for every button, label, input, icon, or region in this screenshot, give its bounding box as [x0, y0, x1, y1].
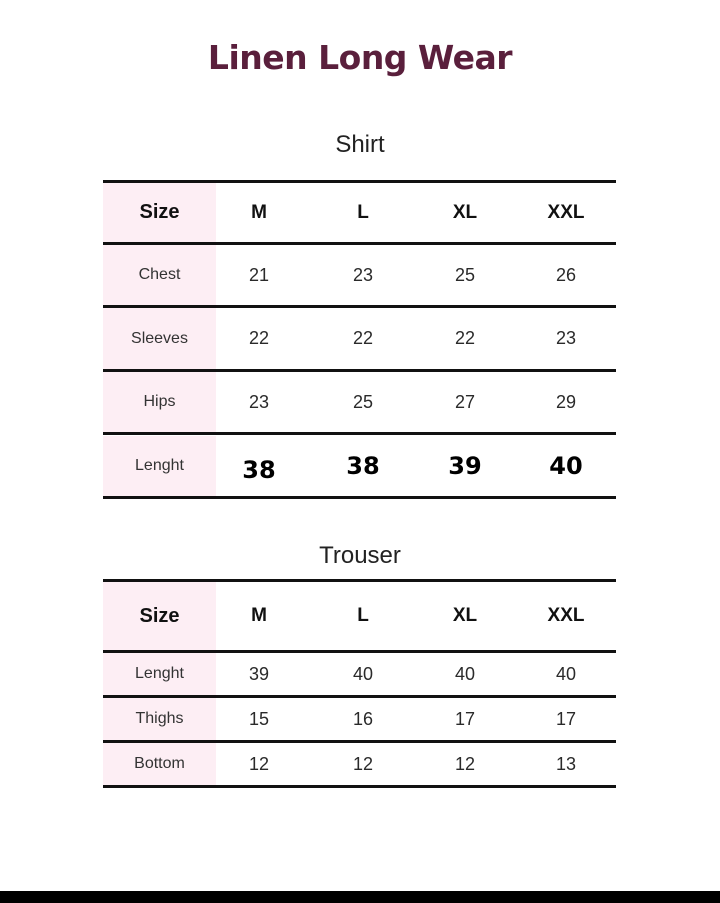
shirt-row-sleeves [103, 308, 616, 369]
table-cell: 22 [454, 328, 476, 348]
table-rule [103, 180, 616, 183]
table-rule [103, 579, 616, 582]
table-cell: 27 [454, 391, 476, 412]
size-xl-header: XL [452, 201, 478, 223]
table-rule [103, 496, 616, 499]
table-cell: 39 [448, 452, 482, 480]
table-cell: 29 [555, 391, 577, 412]
shirt-title: Shirt [335, 131, 385, 158]
table-rule [103, 785, 616, 788]
table-cell: 21 [248, 264, 270, 285]
table-cell: 26 [555, 264, 577, 285]
table-cell: 25 [352, 391, 374, 412]
table-cell: 13 [555, 753, 577, 774]
table-cell: 22 [248, 328, 270, 348]
table-rule [103, 432, 616, 435]
table-cell: 40 [555, 663, 577, 684]
table-cell: 40 [454, 663, 476, 684]
shirt-row-hips [103, 372, 616, 432]
table-cell: 23 [248, 391, 270, 412]
table-rule [103, 242, 616, 245]
shirt-size-table [103, 180, 616, 500]
trouser-title: Trouser [319, 542, 401, 569]
size-m-header: M [251, 605, 267, 626]
trouser-header-row [103, 582, 616, 650]
table-rule [103, 650, 616, 653]
table-cell: 12 [454, 753, 476, 774]
row-label: Lenght [135, 665, 184, 682]
table-rule [103, 305, 616, 308]
size-xxl-header: XXL [547, 201, 585, 223]
shirt-header-row [103, 183, 616, 242]
trouser-row-length [103, 653, 616, 695]
page-title: Linen Long Wear [207, 38, 513, 77]
shirt-row-chest [103, 245, 616, 305]
table-cell: 17 [454, 708, 476, 729]
table-cell: 23 [555, 328, 577, 348]
trouser-size-table [103, 579, 616, 791]
table-rule [103, 695, 616, 698]
trouser-row-bottom [103, 743, 616, 785]
table-cell: 38 [242, 456, 276, 484]
table-cell: 17 [555, 708, 577, 729]
table-cell: 25 [454, 264, 476, 285]
row-label: Bottom [134, 755, 185, 772]
table-cell: 22 [352, 328, 374, 348]
table-rule [103, 369, 616, 372]
size-header: Size [139, 201, 180, 223]
size-xxl-header: XXL [547, 605, 585, 626]
table-cell: 40 [549, 452, 583, 480]
table-cell: 16 [352, 708, 374, 729]
row-label: Chest [138, 266, 181, 283]
table-rule [103, 740, 616, 743]
row-label: Thighs [135, 710, 184, 727]
row-label: Sleeves [131, 329, 188, 347]
size-l-header: L [357, 605, 369, 626]
table-cell: 40 [352, 663, 374, 684]
row-label: Hips [143, 393, 176, 410]
table-cell: 23 [352, 264, 374, 285]
table-cell: 12 [248, 753, 270, 774]
bottom-bar [0, 891, 720, 903]
trouser-row-thighs [103, 698, 616, 740]
shirt-row-length [103, 436, 616, 496]
table-cell: 38 [346, 452, 380, 480]
size-m-header: M [251, 201, 267, 223]
table-cell: 39 [248, 663, 270, 684]
row-label: Lenght [135, 457, 184, 474]
size-xl-header: XL [452, 605, 478, 626]
table-cell: 15 [248, 708, 270, 729]
size-header: Size [139, 604, 180, 627]
table-cell: 12 [352, 753, 374, 774]
size-l-header: L [357, 201, 369, 223]
